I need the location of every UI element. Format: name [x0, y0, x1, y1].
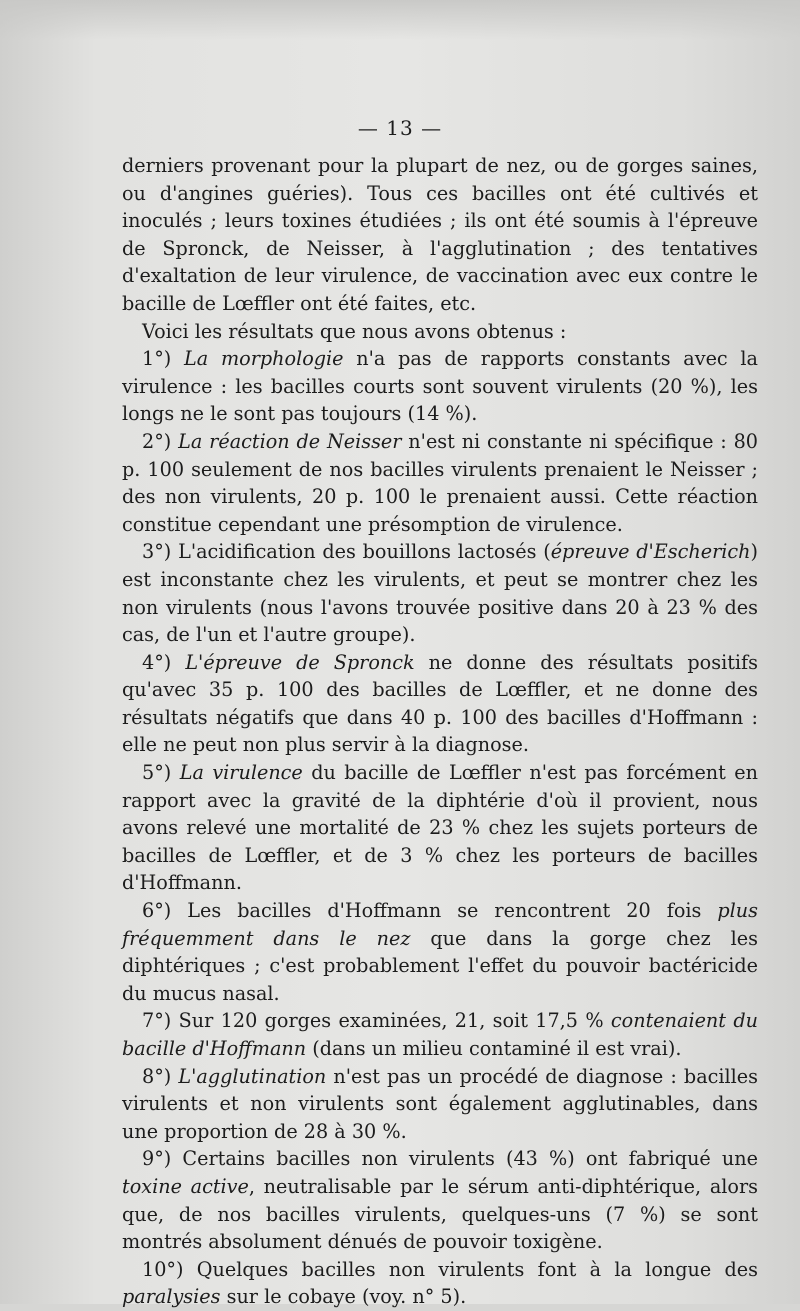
paragraph-10: 10°) Quelques bacilles non virulents font à la longue des paralysies sur le cobaye (voy. n° 5).	[122, 1257, 758, 1309]
paragraph-3: 3°) L'acidification des bouillons lactosés (épreuve d'Escherich) est inconstante chez les virulents, et peut se montrer chez les non virulents (nous l'avons trouvée positive dans 20 à 23 % des cas, de l'un et l'autre groupe).	[122, 540, 758, 647]
paragraph-7: 7°) Sur 120 gorges examinées, 21, soit 17,5 % contenaient du bacille d'Hoffmann (dans un milieu contaminé il est vrai).	[122, 1009, 758, 1060]
paragraph-1: 1°) La morphologie n'a pas de rapports constants avec la virulence : les bacilles courts sont souvent virulents (20 %), les longs ne le sont pas toujours (14 %).	[122, 347, 758, 426]
body-text	[122, 152, 758, 1311]
paragraph-5: 5°) La virulence du bacille de Lœffler n'est pas forcément en rapport avec la gravité de la diphtérie d'où il provient, nous avons relevé une mortalité de 23 % chez les sujets porteurs de bacilles de Lœffler, et de 3 % chez les porteurs de bacilles d'Hoffmann.	[122, 761, 759, 895]
paragraph-intro: Voici les résultats que nous avons obtenus :	[142, 319, 567, 343]
page-edge-shadow	[0, 0, 800, 40]
paragraph-8: 8°) L'agglutination n'est pas un procédé de diagnose : bacilles virulents et non virulents sont également agglutinables, dans une proportion de 28 à 30 %.	[122, 1064, 758, 1143]
page-number: — 13 —	[357, 116, 443, 140]
paragraph-2: 2°) La réaction de Neisser n'est ni constante ni spécifique : 80 p. 100 seulement de nos bacilles virulents prenaient le Neisser ; des non virulents, 20 p. 100 le prenaient aussi. Cette réaction constitue cependant une présomption de virulence.	[122, 429, 759, 536]
paragraph-4: 4°) L'épreuve de Spronck ne donne des résultats positifs qu'avec 35 p. 100 des bacilles de Lœffler, et ne donne des résultats négatifs que dans 40 p. 100 des bacilles d'Hoffmann : elle ne peut non plus servir à la diagnose.	[122, 650, 758, 757]
paragraph-continuation: derniers provenant pour la plupart de nez, ou de gorges saines, ou d'angines guéries). Tous ces bacilles ont été cultivés et inoculés ; leurs toxines étudiées ; ils ont été soumis à l'épreuve de Spronck, de Neisser, à l'agglutination ; des tentatives d'exaltation de leur virulence, de vaccination avec eux contre le bacille de Lœffler ont été faites, etc.	[122, 154, 758, 315]
paragraph-6: 6°) Les bacilles d'Hoffmann se rencontrent 20 fois plus fréquemment dans le nez que dans la gorge chez les diphtériques ; c'est probablement l'effet du pouvoir bactéricide du mucus nasal.	[122, 899, 758, 1005]
paragraph-9: 9°) Certains bacilles non virulents (43 %) ont fabriqué une toxine active, neutralisable par le sérum anti-diphtérique, alors que, de nos bacilles virulents, quelques-uns (7 %) se sont montrés absolument dénués de pouvoir toxigène.	[122, 1147, 758, 1254]
